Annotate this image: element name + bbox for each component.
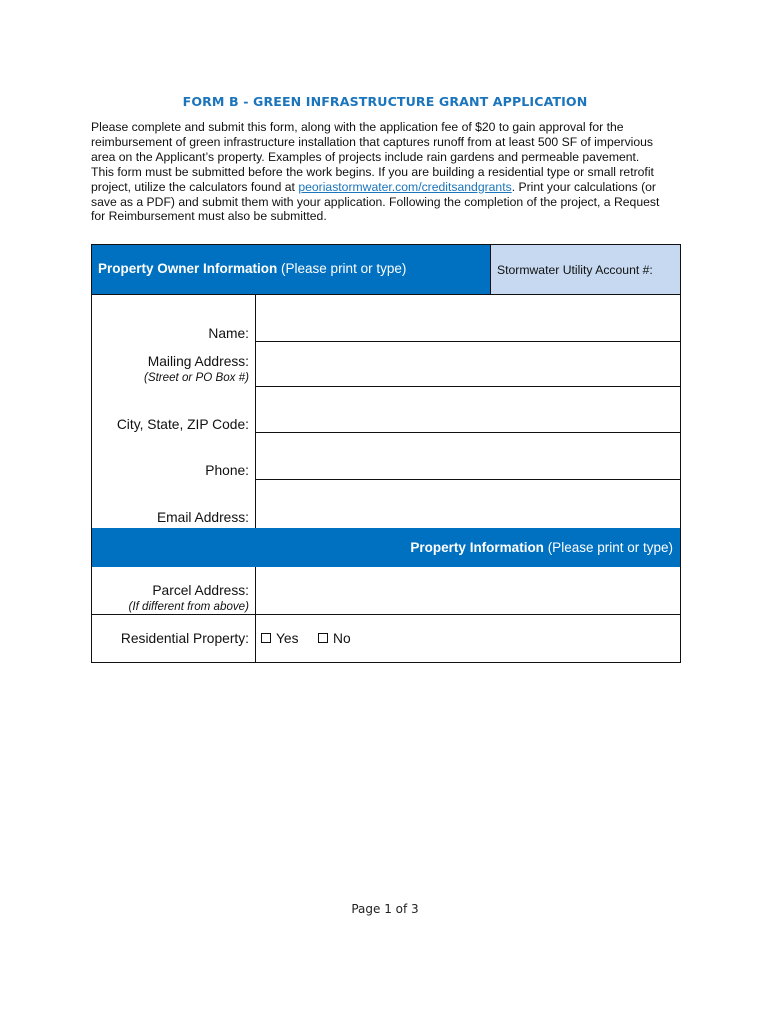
- residential-property-label: Residential Property:: [120, 631, 249, 646]
- form-title: FORM B - GREEN INFRASTRUCTURE GRANT APPLICATION: [182, 94, 588, 109]
- residential-no-option[interactable]: [318, 631, 351, 646]
- checkbox-icon[interactable]: [318, 633, 328, 643]
- calculators-link[interactable]: peoriastormwater.com/creditsandgrants: [298, 179, 512, 194]
- city-state-zip-input[interactable]: [256, 387, 680, 432]
- parcel-address-label: Parcel Address:: [152, 583, 249, 598]
- owner-heading: Property Owner Information: [98, 261, 278, 276]
- intro-line: area on the Applicant’s property. Examples of projects include rain gardens and permeable pavement.: [91, 149, 640, 164]
- owner-note: (Please print or type): [277, 261, 407, 276]
- intro-line: reimbursement of green infrastructure installation that captures runoff from at least 500 SF of impervious: [91, 134, 654, 149]
- phone-input[interactable]: [256, 433, 680, 479]
- email-label: Email Address:: [156, 510, 249, 525]
- mailing-address-label: Mailing Address:: [147, 354, 249, 369]
- property-heading: Property Information: [410, 540, 544, 555]
- account-number-field[interactable]: [490, 245, 680, 294]
- name-input[interactable]: [256, 295, 680, 341]
- no-label: No: [333, 631, 351, 646]
- owner-section-header: [92, 245, 490, 294]
- intro-line: This form must be submitted before the work begins. If you are building a residential type or small retrofit: [91, 164, 654, 179]
- account-label: Stormwater Utility Account #:: [497, 263, 653, 277]
- yes-label: Yes: [276, 631, 299, 646]
- intro-line: save as a PDF) and submit them with your application. Following the completion of the project, a Request: [91, 194, 660, 209]
- checkbox-icon[interactable]: [261, 633, 271, 643]
- row-divider: [92, 614, 680, 615]
- mailing-address-input[interactable]: [256, 342, 680, 386]
- intro-line: Please complete and submit this form, along with the application fee of $20 to gain approval for the: [91, 120, 624, 134]
- property-section-header: [92, 528, 680, 567]
- property-note: (Please print or type): [543, 540, 673, 555]
- application-form-table: [91, 244, 681, 663]
- parcel-address-hint: (If different from above): [128, 600, 249, 613]
- intro-text: . Print your calculations (or: [511, 179, 656, 194]
- residential-yes-option[interactable]: [261, 631, 299, 646]
- phone-label: Phone:: [205, 463, 249, 478]
- mailing-address-hint: (Street or PO Box #): [143, 371, 249, 384]
- intro-paragraph: [91, 120, 683, 224]
- intro-line: [91, 180, 683, 195]
- email-input[interactable]: [256, 480, 680, 528]
- intro-line: for Reimbursement must also be submitted.: [91, 209, 327, 224]
- page-number: Page 1 of 3: [351, 902, 419, 916]
- name-label: Name:: [208, 326, 249, 341]
- city-state-zip-label: City, State, ZIP Code:: [116, 417, 249, 432]
- intro-text: project, utilize the calculators found at: [91, 179, 299, 194]
- parcel-address-input[interactable]: [256, 568, 680, 614]
